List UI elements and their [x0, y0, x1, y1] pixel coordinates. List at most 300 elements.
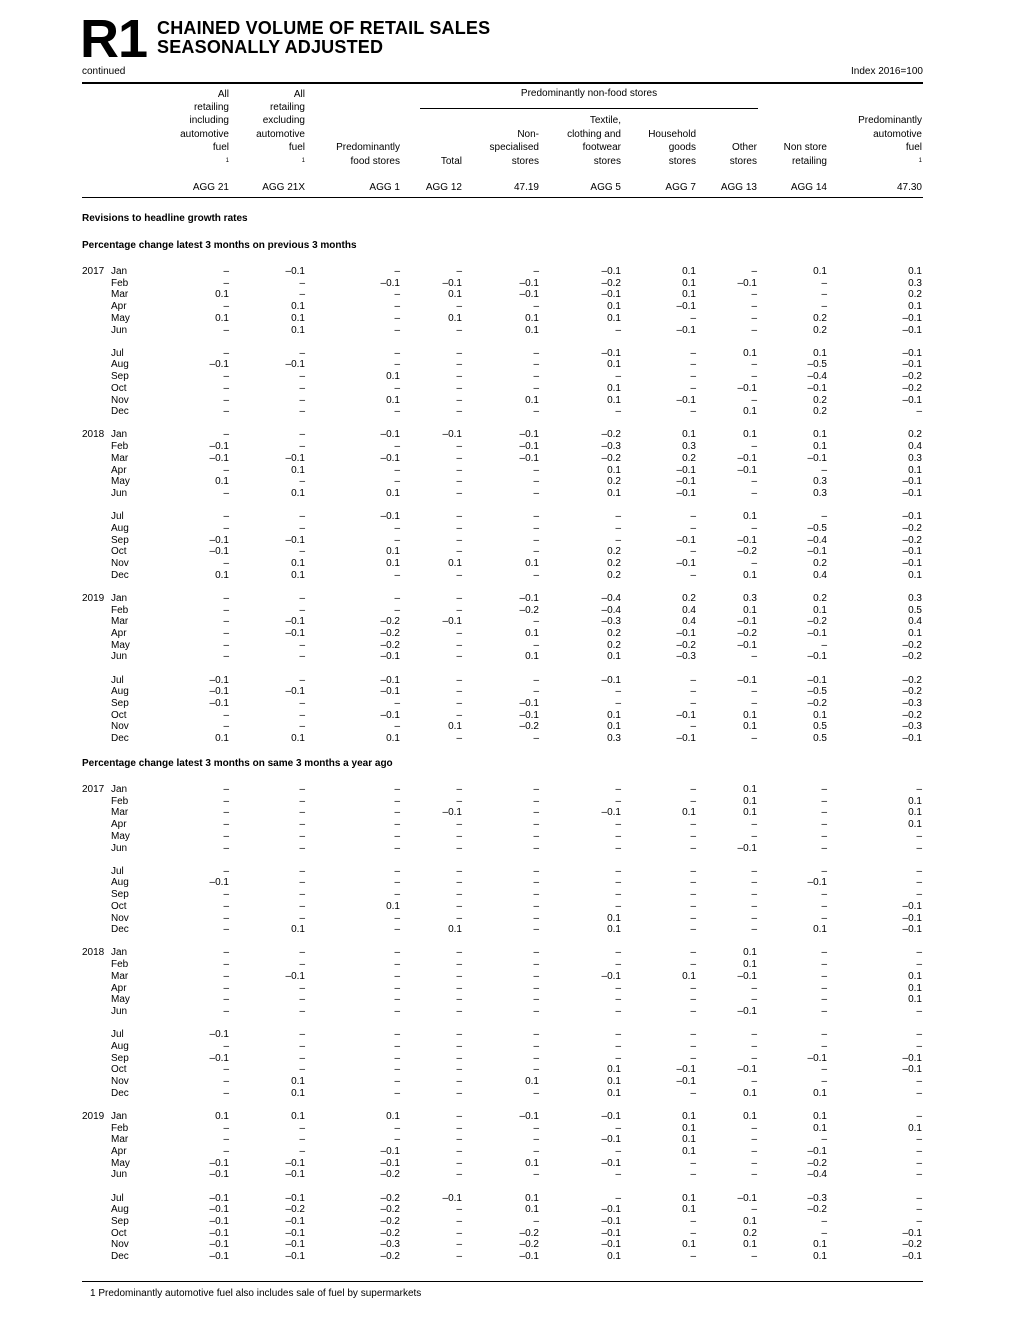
table-cell: –0.2 [519, 1239, 539, 1251]
row-month: Jun [111, 842, 128, 854]
table-cell: – [223, 947, 229, 959]
table-cell: – [456, 877, 462, 889]
table-row [0, 1123, 1020, 1135]
table-cell: –0.1 [902, 733, 922, 744]
table-cell: – [615, 1052, 621, 1064]
table-cell: – [223, 429, 229, 441]
column-code-4: AGG 12 [425, 182, 462, 193]
table-cell: – [615, 784, 621, 795]
row-month: Mar [111, 289, 129, 301]
table-cell: –0.2 [519, 604, 539, 616]
table-cell: – [223, 1064, 229, 1076]
row-month: Jul [111, 865, 124, 877]
table-cell: – [615, 697, 621, 709]
table-cell: – [690, 889, 696, 901]
table-cell: –0.1 [380, 686, 400, 698]
table-cell: – [615, 324, 621, 336]
table-row [0, 523, 1020, 535]
table-row [0, 453, 1020, 465]
footnote-marker: 1 [301, 157, 305, 164]
table-cell: – [533, 522, 539, 534]
table-cell: 0.1 [386, 546, 400, 558]
table-cell: – [916, 947, 922, 959]
table-cell: – [533, 982, 539, 994]
table-cell: – [533, 819, 539, 831]
column-code-8: AGG 13 [720, 182, 757, 193]
table-cell: 0.1 [607, 651, 621, 663]
table-row [0, 1158, 1020, 1170]
table-row [0, 901, 1020, 913]
table-cell: – [916, 1192, 922, 1204]
table-cell: –0.1 [737, 382, 757, 394]
table-row [0, 1041, 1020, 1053]
row-month: May [111, 830, 130, 842]
table-cell: – [394, 924, 400, 936]
row-month: Aug [111, 359, 129, 371]
table-cell: – [916, 1040, 922, 1052]
table-cell: – [299, 1040, 305, 1052]
table-cell: 0.1 [682, 289, 696, 301]
table-cell: – [615, 522, 621, 534]
table-row [0, 971, 1020, 983]
table-cell: – [299, 959, 305, 971]
table-cell: – [456, 1157, 462, 1169]
table-cell: – [821, 1040, 827, 1052]
table-cell: – [299, 807, 305, 819]
table-cell: 0.1 [908, 266, 922, 277]
row-year: 2019 [82, 1110, 105, 1122]
table-cell: – [751, 1029, 757, 1041]
table-cell: – [394, 982, 400, 994]
row-month: May [111, 1157, 130, 1169]
table-row [0, 1228, 1020, 1240]
table-cell: 0.1 [813, 604, 827, 616]
table-cell: – [394, 994, 400, 1006]
footnote: 1 Predominantly automotive fuel also includes sale of fuel by supermarkets [90, 1288, 422, 1299]
table-cell: 0.1 [448, 557, 462, 569]
table-cell: – [456, 889, 462, 901]
column-header-3 [310, 100, 400, 168]
table-cell: 0.2 [813, 592, 827, 604]
column-code-6: AGG 5 [590, 182, 621, 193]
table-cell: 0.1 [291, 487, 305, 499]
table-cell: –0.1 [209, 534, 229, 546]
table-cell: –0.1 [285, 534, 305, 546]
table-cell: – [299, 982, 305, 994]
table-cell: – [456, 674, 462, 686]
table-cell: 0.2 [813, 557, 827, 569]
table-cell: 0.3 [908, 452, 922, 464]
footnote-marker: 1 [225, 157, 229, 164]
table-row [0, 1216, 1020, 1228]
table-cell: – [690, 511, 696, 523]
row-month: Nov [111, 557, 129, 569]
table-cell: –0.1 [209, 546, 229, 558]
table-cell: – [690, 795, 696, 807]
table-cell: – [751, 441, 757, 453]
continued-label: continued [82, 66, 126, 77]
table-cell: – [456, 1052, 462, 1064]
table-cell: 0.3 [908, 592, 922, 604]
table-cell: 0.1 [215, 1110, 229, 1122]
table-cell: – [615, 830, 621, 842]
row-month: Oct [111, 1064, 127, 1076]
row-month: Sep [111, 1215, 129, 1227]
table-cell: –0.1 [902, 476, 922, 488]
table-cell: –0.2 [902, 534, 922, 546]
table-cell: – [299, 1145, 305, 1157]
table-cell: –0.1 [601, 1227, 621, 1239]
column-code-10: 47.30 [896, 182, 922, 193]
table-cell: 0.5 [908, 604, 922, 616]
table-cell: 0.1 [215, 569, 229, 581]
table-cell: – [456, 1110, 462, 1122]
table-cell: – [223, 889, 229, 901]
table-cell: – [533, 924, 539, 936]
table-cell: – [690, 912, 696, 924]
table-cell: –0.1 [285, 1157, 305, 1169]
table-cell: 0.1 [386, 900, 400, 912]
table-cell: – [533, 1064, 539, 1076]
table-cell: 0.3 [607, 733, 621, 744]
table-row [0, 628, 1020, 640]
table-row [0, 889, 1020, 901]
table-cell: 0.1 [743, 959, 757, 971]
table-cell: –0.1 [285, 1251, 305, 1262]
table-cell: – [533, 511, 539, 523]
table-cell: – [456, 546, 462, 558]
table-cell: 0.2 [813, 312, 827, 324]
table-cell: – [690, 359, 696, 371]
table-cell: – [394, 534, 400, 546]
table-cell: – [223, 604, 229, 616]
table-cell: 0.1 [525, 1192, 539, 1204]
row-month: Feb [111, 604, 129, 616]
table-cell: – [751, 1122, 757, 1134]
table-cell: – [533, 1215, 539, 1227]
table-cell: – [456, 1204, 462, 1216]
table-cell: 0.1 [386, 1110, 400, 1122]
table-cell: – [533, 534, 539, 546]
table-cell: 0.1 [607, 924, 621, 936]
column-header-label: Non- specialised stores [489, 128, 539, 167]
table-cell: 0.1 [743, 347, 757, 359]
table-cell: – [690, 406, 696, 418]
table-row [0, 983, 1020, 995]
table-cell: – [533, 947, 539, 959]
table-row [0, 913, 1020, 925]
row-month: Sep [111, 889, 129, 901]
table-cell: –0.4 [807, 371, 827, 383]
column-header-4 [407, 100, 462, 168]
table-cell: –0.1 [737, 842, 757, 854]
table-title: Revisions to headline growth rates [82, 213, 248, 224]
table-cell: –0.1 [380, 1157, 400, 1169]
table-cell: 0.3 [682, 441, 696, 453]
table-cell: – [751, 877, 757, 889]
table-cell: – [690, 982, 696, 994]
table-cell: – [394, 441, 400, 453]
table-cell: – [533, 877, 539, 889]
table-cell: – [690, 900, 696, 912]
table-cell: –0.2 [737, 546, 757, 558]
table-cell: 0.1 [908, 819, 922, 831]
table-cell: 0.1 [743, 1110, 757, 1122]
row-month: Jul [111, 1029, 124, 1041]
table-cell: – [456, 1251, 462, 1262]
table-cell: 0.1 [215, 312, 229, 324]
table-cell: – [821, 289, 827, 301]
table-row [0, 698, 1020, 710]
table-cell: –0.1 [285, 266, 305, 277]
table-cell: –0.1 [209, 1029, 229, 1041]
table-cell: – [223, 830, 229, 842]
table-cell: 0.1 [743, 795, 757, 807]
table-cell: – [533, 546, 539, 558]
table-cell: –0.1 [601, 807, 621, 819]
table-cell: –0.5 [807, 359, 827, 371]
row-month: Mar [111, 616, 129, 628]
table-cell: 0.1 [448, 721, 462, 733]
table-cell: – [456, 795, 462, 807]
table-row [0, 476, 1020, 488]
table-cell: – [533, 301, 539, 313]
table-cell: – [751, 289, 757, 301]
table-cell: –0.1 [902, 557, 922, 569]
table-row [0, 1251, 1020, 1263]
table-cell: – [456, 1134, 462, 1146]
table-cell: –0.1 [601, 289, 621, 301]
table-cell: – [223, 394, 229, 406]
table-cell: – [690, 569, 696, 581]
table-cell: 0.1 [682, 266, 696, 277]
table-cell: – [394, 947, 400, 959]
table-cell: – [821, 277, 827, 289]
table-cell: 0.5 [813, 721, 827, 733]
table-cell: 0.1 [525, 324, 539, 336]
table-cell: – [223, 487, 229, 499]
table-cell: – [394, 266, 400, 277]
table-cell: 0.1 [743, 947, 757, 959]
table-cell: 0.1 [525, 627, 539, 639]
table-cell: –0.1 [676, 324, 696, 336]
table-cell: 0.1 [743, 1215, 757, 1227]
table-cell: – [456, 1087, 462, 1099]
table-row [0, 807, 1020, 819]
table-cell: – [821, 807, 827, 819]
table-cell: – [456, 830, 462, 842]
table-cell: 0.1 [682, 1110, 696, 1122]
table-cell: –0.1 [902, 900, 922, 912]
table-cell: –0.1 [601, 1110, 621, 1122]
table-cell: – [394, 289, 400, 301]
table-cell: –0.1 [737, 534, 757, 546]
table-cell: – [456, 1215, 462, 1227]
table-cell: – [751, 1052, 757, 1064]
table-cell: – [916, 865, 922, 877]
table-cell: – [751, 1040, 757, 1052]
table-cell: 0.4 [908, 616, 922, 628]
table-cell: – [299, 784, 305, 795]
table-cell: – [751, 982, 757, 994]
row-month: Jan [111, 266, 128, 277]
table-cell: – [615, 877, 621, 889]
table-cell: 0.1 [908, 627, 922, 639]
table-cell: – [394, 784, 400, 795]
table-cell: –0.1 [676, 301, 696, 313]
row-month: Jun [111, 1169, 128, 1181]
table-cell: – [299, 277, 305, 289]
table-cell: – [751, 1145, 757, 1157]
table-cell: – [394, 721, 400, 733]
table-cell: 0.1 [607, 359, 621, 371]
table-cell: – [456, 441, 462, 453]
table-cell: – [299, 865, 305, 877]
table-row [0, 784, 1020, 796]
table-row [0, 558, 1020, 570]
table-cell: – [615, 889, 621, 901]
table-cell: – [690, 830, 696, 842]
table-cell: – [821, 947, 827, 959]
table-cell: – [751, 312, 757, 324]
table-cell: – [690, 1040, 696, 1052]
table-cell: – [394, 865, 400, 877]
table-cell: 0.1 [682, 1239, 696, 1251]
row-month: Oct [111, 1227, 127, 1239]
table-cell: 0.1 [813, 924, 827, 936]
table-cell: – [299, 1052, 305, 1064]
table-cell: – [690, 994, 696, 1006]
table-cell: – [751, 1134, 757, 1146]
row-month: Nov [111, 1239, 129, 1251]
table-cell: –0.2 [380, 1215, 400, 1227]
row-month: Jan [111, 1110, 128, 1122]
row-month: Apr [111, 819, 127, 831]
row-month: Apr [111, 301, 127, 313]
table-cell: –0.1 [601, 1157, 621, 1169]
table-cell: – [394, 970, 400, 982]
table-cell: – [690, 1215, 696, 1227]
row-month: Jan [111, 784, 128, 795]
section-title: Percentage change latest 3 months on same 3 months a year ago [82, 758, 393, 769]
table-cell: – [456, 1040, 462, 1052]
table-cell: – [299, 697, 305, 709]
table-cell: – [456, 1145, 462, 1157]
table-cell: – [223, 1040, 229, 1052]
table-cell: 0.4 [813, 569, 827, 581]
table-cell: – [394, 592, 400, 604]
table-cell: 0.1 [607, 1064, 621, 1076]
table-cell: –0.2 [902, 522, 922, 534]
table-cell: –0.1 [380, 511, 400, 523]
table-cell: –0.1 [209, 452, 229, 464]
table-cell: – [456, 1029, 462, 1041]
table-cell: – [456, 604, 462, 616]
table-cell: 0.1 [743, 1087, 757, 1099]
table-cell: – [821, 301, 827, 313]
table-cell: – [690, 842, 696, 854]
table-cell: 0.1 [525, 312, 539, 324]
table-cell: – [394, 1122, 400, 1134]
table-cell: – [533, 795, 539, 807]
table-cell: – [456, 569, 462, 581]
table-cell: –0.1 [285, 359, 305, 371]
table-row [0, 441, 1020, 453]
table-cell: – [394, 959, 400, 971]
table-cell: –0.2 [902, 686, 922, 698]
table-cell: –0.5 [807, 686, 827, 698]
table-cell: 0.1 [743, 709, 757, 721]
row-month: May [111, 476, 130, 488]
table-cell: – [916, 959, 922, 971]
table-cell: –0.1 [380, 674, 400, 686]
table-cell: – [299, 406, 305, 418]
table-cell: –0.2 [807, 697, 827, 709]
row-month: Oct [111, 900, 127, 912]
table-cell: –0.1 [902, 1251, 922, 1262]
table-cell: – [821, 819, 827, 831]
table-cell: 0.2 [607, 627, 621, 639]
table-cell: – [821, 464, 827, 476]
table-row [0, 605, 1020, 617]
table-cell: – [615, 1005, 621, 1017]
table-cell: –0.1 [807, 674, 827, 686]
table-cell: – [299, 819, 305, 831]
table-cell: –0.1 [285, 1239, 305, 1251]
table-cell: – [223, 371, 229, 383]
table-cell: 0.1 [743, 784, 757, 795]
table-cell: 0.1 [607, 912, 621, 924]
row-month: Jun [111, 1005, 128, 1017]
table-cell: –0.1 [902, 1227, 922, 1239]
table-cell: –0.1 [285, 970, 305, 982]
table-cell: 0.1 [607, 382, 621, 394]
table-cell: – [223, 347, 229, 359]
table-cell: 0.1 [682, 429, 696, 441]
table-cell: –0.5 [807, 522, 827, 534]
table-cell: –0.1 [601, 1239, 621, 1251]
table-cell: –0.1 [807, 651, 827, 663]
table-cell: – [394, 842, 400, 854]
table-cell: – [821, 970, 827, 982]
table-cell: – [615, 686, 621, 698]
table-cell: 0.2 [813, 394, 827, 406]
table-cell: – [615, 959, 621, 971]
table-cell: 0.1 [682, 1134, 696, 1146]
table-row [0, 877, 1020, 889]
table-cell: 0.1 [525, 1075, 539, 1087]
table-cell: –0.1 [807, 627, 827, 639]
table-cell: –0.1 [676, 627, 696, 639]
table-row [0, 675, 1020, 687]
table-cell: –0.2 [380, 639, 400, 651]
table-cell: –0.1 [442, 616, 462, 628]
table-cell: – [456, 784, 462, 795]
table-cell: – [394, 807, 400, 819]
table-cell: –0.2 [807, 1204, 827, 1216]
table-cell: – [533, 347, 539, 359]
table-cell: –0.1 [519, 429, 539, 441]
table-row [0, 535, 1020, 547]
table-cell: – [456, 534, 462, 546]
column-header-label: All retailing excluding automotive fuel [256, 88, 305, 154]
table-cell: –0.1 [209, 1204, 229, 1216]
table-cell: – [223, 1087, 229, 1099]
table-cell: –0.1 [807, 1145, 827, 1157]
table-cell: – [751, 1251, 757, 1262]
table-cell: – [690, 877, 696, 889]
table-row [0, 733, 1020, 745]
